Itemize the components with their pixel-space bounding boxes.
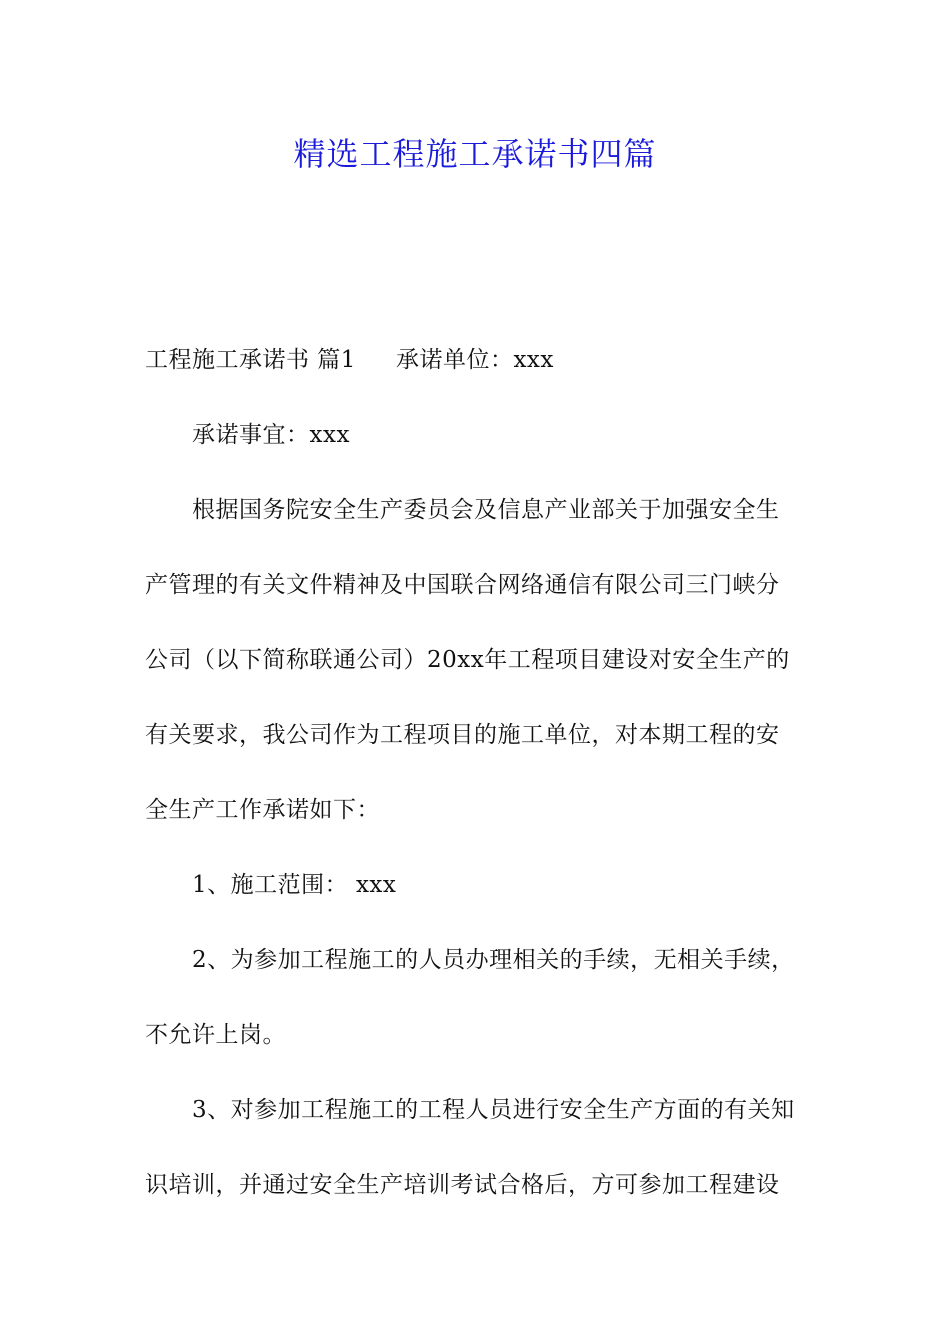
list-item-2: 2、为参加工程施工的人员办理相关的手续，无相关手续， (192, 947, 795, 973)
paragraph-line: 全生产工作承诺如下： (145, 797, 380, 823)
paragraph-line: 根据国务院安全生产委员会及信息产业部关于加强安全生 (192, 497, 780, 523)
paragraph-line: 产管理的有关文件精神及中国联合网络通信有限公司三门峡分 (145, 572, 780, 598)
list-item-3: 3、对参加工程施工的工程人员进行安全生产方面的有关知 (192, 1097, 795, 1123)
list-item-3-continued: 识培训，并通过安全生产培训考试合格后，方可参加工程建设 (145, 1172, 780, 1198)
document-title: 精选工程施工承诺书四篇 (293, 135, 657, 173)
section-heading-line (145, 340, 554, 380)
section-heading: 工程施工承诺书 篇1 (145, 347, 356, 373)
list-item-1: 1、施工范围： xxx (192, 872, 397, 898)
paragraph-line: 公司（以下简称联通公司）20xx年工程项目建设对安全生产的 (145, 647, 790, 673)
commitment-matter: 承诺事宜：xxx (192, 422, 350, 448)
commitment-unit: 承诺单位：xxx (395, 347, 554, 373)
paragraph-line: 有关要求，我公司作为工程项目的施工单位，对本期工程的安 (145, 722, 780, 748)
list-item-2-continued: 不允许上岗。 (145, 1022, 286, 1048)
